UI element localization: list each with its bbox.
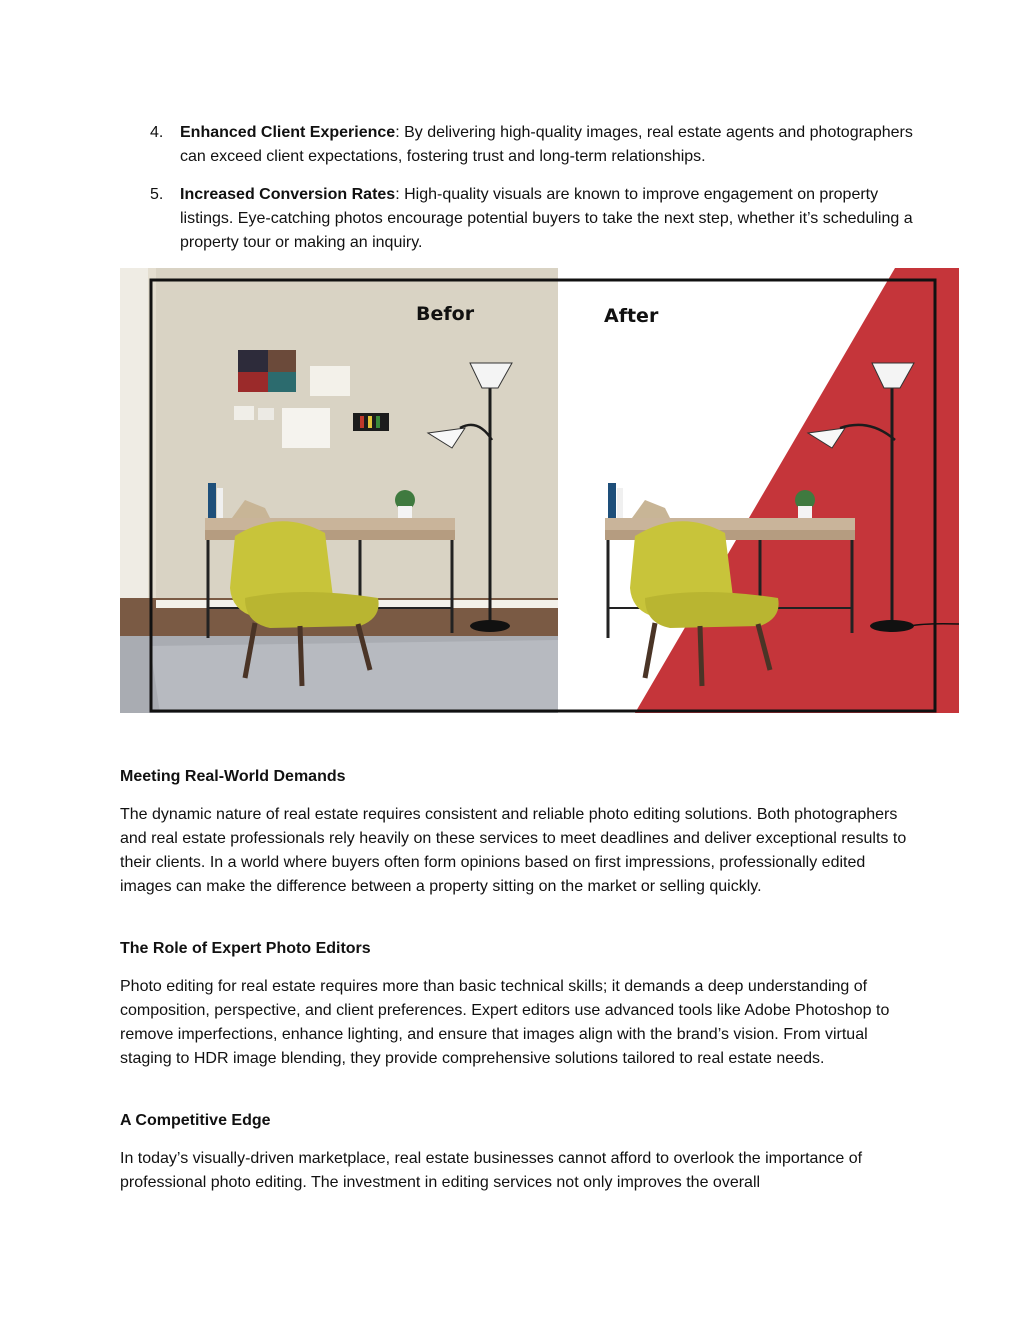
- before-after-image: [120, 268, 959, 713]
- list-number: 4.: [150, 124, 164, 141]
- after-label: After: [604, 305, 659, 327]
- list-item: [150, 183, 920, 255]
- after-photo: [558, 268, 959, 713]
- list-item-title: Enhanced Client Experience: [180, 124, 396, 141]
- list-item-title: Increased Conversion Rates: [180, 186, 396, 203]
- section-heading: Meeting Real-World Demands: [120, 768, 346, 785]
- before-photo: [120, 268, 558, 713]
- section-paragraph: In today’s visually-driven marketplace, real estate businesses cannot afford to overlook the importance of professional photo editing. The investment in editing services not only improves the overall: [120, 1150, 863, 1191]
- section-paragraph: The dynamic nature of real estate requires consistent and reliable photo editing solutions. Both photographers and real estate professionals rely heavily on these services to meet deadlines and deliver exceptional results to their clients. In a world where buyers often form opinions based on first impressions, professionally edited images can make the difference between a property sitting on the market or selling quickly.: [120, 806, 907, 895]
- section-heading: A Competitive Edge: [120, 1112, 271, 1129]
- before-after-illustration: [120, 268, 959, 713]
- list-item-text: : By delivering high-quality images, real estate agents and photographers can exceed client expectations, fostering trust and long-term relationships.: [180, 124, 913, 165]
- benefits-list: [150, 121, 920, 269]
- before-label: Befor: [416, 303, 475, 325]
- section-paragraph: Photo editing for real estate requires more than basic technical skills; it demands a deep understanding of composition, perspective, and client preferences. Expert editors use advanced tools like Adobe Photoshop to remove imperfections, enhance lighting, and ensure that images align with the brand’s vision. From virtual staging to HDR image blending, they provide comprehensive solutions tailored to real estate needs.: [120, 978, 890, 1067]
- list-item-text: : High-quality visuals are known to improve engagement on property listings. Eye-catching photos encourage potential buyers to take the next step, whether it’s scheduling a property tour or making an inquiry.: [180, 186, 913, 251]
- list-item: [150, 121, 920, 169]
- section-heading: The Role of Expert Photo Editors: [120, 940, 371, 957]
- list-number: 5.: [150, 186, 164, 203]
